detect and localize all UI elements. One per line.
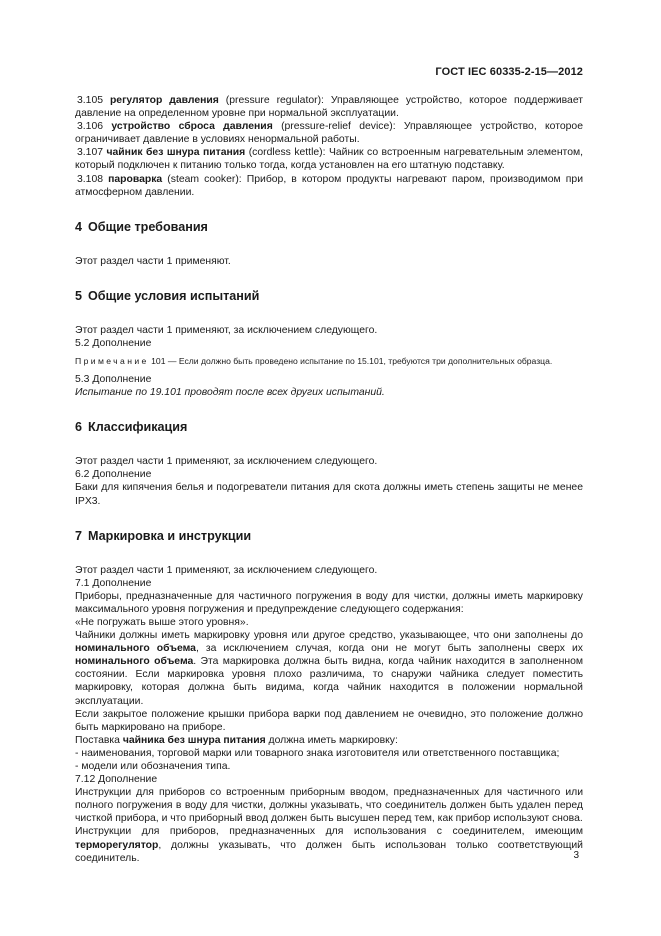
clause-5-2: 5.2 Дополнение	[75, 337, 152, 349]
document-id-header: ГОСТ IEC 60335-2-15—2012	[435, 66, 583, 78]
clause-7-1: 7.1 Дополнение	[75, 577, 152, 589]
section-heading-5: 5 Общие условия испытаний	[75, 288, 260, 303]
clause-6-2-text: Баки для кипячения белья и подогреватели питания для скота должны иметь степень защиты не менее IPX3.	[75, 482, 583, 507]
page-number: 3	[573, 850, 579, 861]
kettle-marking-text: Чайники должны иметь маркировку уровня или другое средство, указывающее, что они заполнены до номинального объема, за исключением случая, когда они не могут быть заполнены сверх их номинального объема. Эта маркировка должна быть видна, когда чайник находится в заполненном состоянии. Если маркировка уровня плохо различима, то снаружи чайника следует поместить маркировку, которая должна быть видима, когда чайник находится в положении нормальной эксплуатации.	[75, 630, 584, 707]
warning-text: «Не погружать выше этого уровня».	[75, 616, 249, 628]
section-4-text: Этот раздел части 1 применяют.	[75, 255, 231, 267]
definition-3-106: 3.106 устройство сброса давления (pressure-relief device): Управляющее устройство, которое ограничивает давление в условиях ненормальной работы.	[75, 121, 583, 146]
definition-3-108: 3.108 пароварка (steam cooker): Прибор, в котором продукты нагревают паром, производимом при атмосферном давлении.	[75, 173, 583, 198]
section-heading-6: 6 Классификация	[75, 420, 188, 435]
clause-5-3-text: Испытание по 19.101 проводят после всех других испытаний.	[75, 387, 385, 399]
definition-3-105: 3.105 регулятор давления (pressure regulator): Управляющее устройство, которое поддерживает давление на определенном уровне при нормальной эксплуатации.	[75, 95, 584, 120]
section-heading-7: 7 Маркировка и инструкции	[75, 528, 252, 543]
section-heading-4: 4 Общие требования	[75, 219, 208, 234]
clause-7-12-text-1: Инструкции для приборов со встроенным приборным вводом, предназначенных для частичного или полного погружения в воду для чистки, должны указывать, что соединитель должен быть удален перед чисткой прибора, и что приборный ввод должен быть высушен перед тем, как прибор используют снова.	[75, 787, 583, 825]
clause-7-12: 7.12 Дополнение	[75, 774, 158, 786]
note-101: Примечание 101 — Если должно быть проведено испытание по 15.101, требуются три дополнительных образца.	[75, 356, 553, 367]
marking-list-item-2: - модели или обозначения типа.	[75, 761, 231, 772]
clause-6-2: 6.2 Дополнение	[75, 469, 152, 481]
definition-3-107: 3.107 чайник без шнура питания (cordless kettle): Чайник со встроенным нагревательным элементом, который подключен к питанию только тогда, когда установлен на его штатную подставку.	[75, 147, 584, 172]
clause-5-3: 5.3 Дополнение	[75, 374, 152, 386]
lid-marking-text: Если закрытое положение крышки прибора варки под давлением не очевидно, это положение должно быть маркировано на приборе.	[75, 708, 583, 733]
clause-7-1-text: Приборы, предназначенные для частичного погружения в воду для чистки, должны иметь маркировку максимального уровня погружения и предупреждение следующего содержания:	[75, 590, 583, 615]
marking-list-item-1: - наименования, торговой марки или товарного знака изготовителя или ответственного поставщика;	[75, 747, 560, 759]
clause-7-12-text-2: Инструкции для приборов, предназначенных для использования с соединителем, имеющим терморегулятор, должны указывать, что должен быть использован только соответствующий соединитель.	[75, 826, 583, 864]
page-content	[75, 94, 583, 865]
section-6-text: Этот раздел части 1 применяют, за исключением следующего.	[75, 456, 378, 468]
cordless-kettle-marking-text: Поставка чайника без шнура питания должна иметь маркировку:	[75, 734, 398, 746]
section-5-text: Этот раздел части 1 применяют, за исключением следующего.	[75, 324, 378, 336]
section-7-text: Этот раздел части 1 применяют, за исключением следующего.	[75, 564, 378, 576]
